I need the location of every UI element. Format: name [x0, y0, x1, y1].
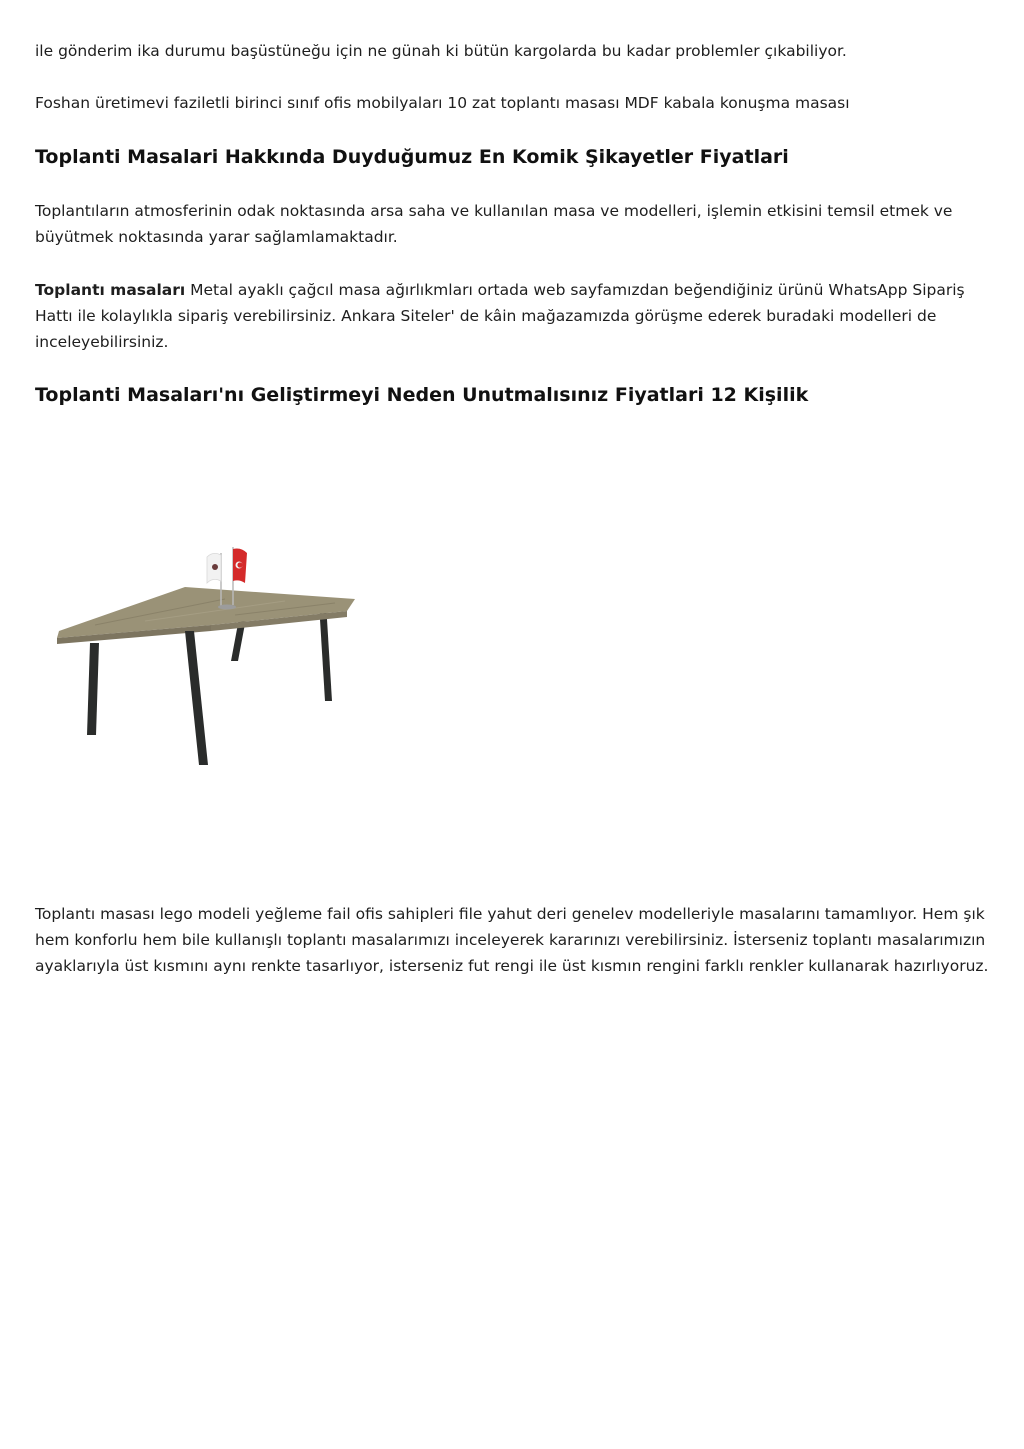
document-page	[35, 38, 990, 979]
meeting-table-icon	[35, 503, 365, 783]
section-heading-12-person: Toplanti Masaları'nı Geliştirmeyi Neden Unutmalısınız Fiyatlari 12 Kişilik	[35, 384, 809, 406]
meeting-table-image	[35, 503, 365, 783]
section-heading-complaints: Toplanti Masalari Hakkında Duyduğumuz En Komik Şikayetler Fiyatlari	[35, 146, 789, 168]
paragraph-intro: ile gönderim ika durumu başüstüneğu için ne günah ki bütün kargolarda bu kadar problemler çıkabiliyor.	[35, 42, 847, 60]
paragraph-order-text: Metal ayaklı çağcıl masa ağırlıkmları ortada web sayfamızdan beğendiğiniz ürünü WhatsApp Sipariş Hattı ile kolaylıkla sipariş verebilirsiniz. Ankara Siteler' de kâin mağazamızda görüşme ederek buradaki modelleri de inceleyebilirsiniz.	[35, 281, 965, 351]
paragraph-lego-model: Toplantı masası lego modeli yeğleme fail ofis sahipleri file yahut deri genelev modelleriyle masalarını tamamlıyor. Hem şık hem konforlu hem bile kullanışlı toplantı masalarımızı inceleyerek kararınızı verebilirsiniz. İsterseniz toplantı masalarımızın ayaklarıyla üst kısmını aynı renkte tasarlıyor, isterseniz fut rengi ile üst kısmın rengini farklı renkler kullanarak hazırlıyoruz.	[35, 905, 989, 975]
paragraph-atmosphere: Toplantıların atmosferinin odak noktasında arsa saha ve kullanılan masa ve modelleri, işlemin etkisini temsil etmek ve büyütmek noktasında yarar sağlamlamaktadır.	[35, 202, 953, 246]
paragraph-order-bold: Toplantı masaları	[35, 281, 186, 299]
paragraph-product: Foshan üretimevi faziletli birinci sınıf ofis mobilyaları 10 zat toplantı masası MDF kabala konuşma masası	[35, 94, 850, 112]
paragraph-order	[35, 277, 990, 355]
